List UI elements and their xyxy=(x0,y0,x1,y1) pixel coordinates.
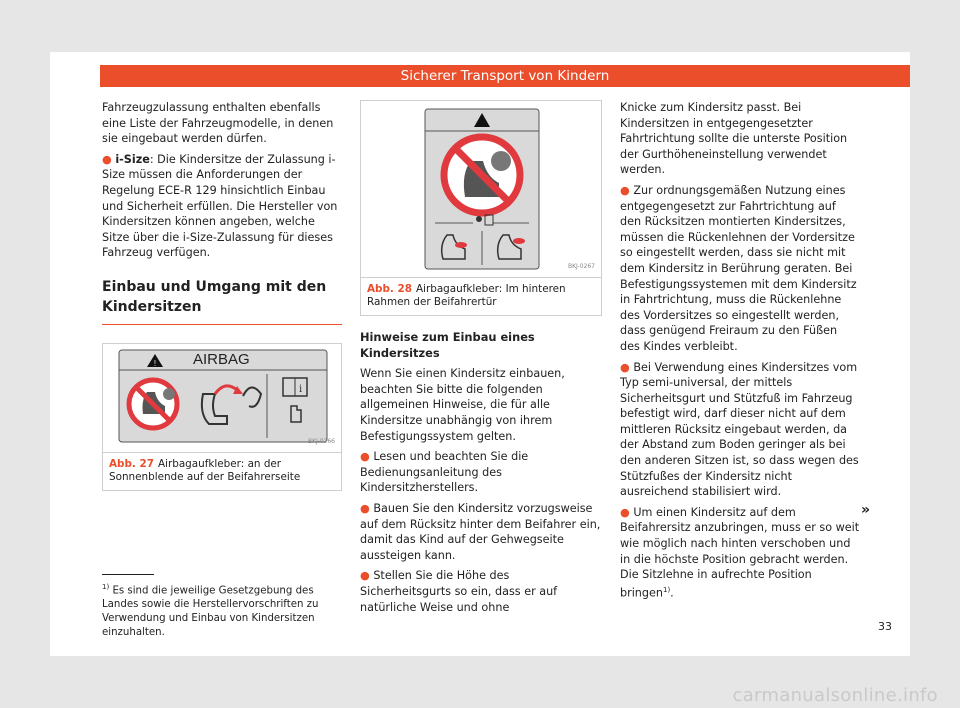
paragraph: Knicke zum Kindersitz passt. Bei Kindersitzen in entgegengesetzter Fahrtrichtung sollte die unterste Position der Gurthöheneinstellung verwendet werden. xyxy=(620,101,848,177)
bullet-item xyxy=(620,360,860,500)
bullet-text: : Die Kindersitze der Zulassung i-Size müssen die Anforderungen der Regelung ECE-R 129 hinsichtlich Einbau und Sicherheit erfüllen. Die Hersteller von Kindersitzen können angeben, welche Sitze über die i-Size-Zulassung für dieses Fahrzeug verfügen. xyxy=(102,152,338,260)
bullet-item xyxy=(620,505,860,601)
bullet-icon: ● xyxy=(360,569,374,583)
airbag-sticker-image xyxy=(103,344,341,452)
bullet-icon: ● xyxy=(620,360,634,374)
page-header: Sicherer Transport von Kindern xyxy=(100,65,910,87)
footnote xyxy=(102,580,342,640)
section-heading: Hinweise zum Einbau eines Kindersitzes xyxy=(360,330,535,360)
bullet-item xyxy=(360,568,602,615)
footnote-mark: 1) xyxy=(102,583,110,591)
section-heading: Einbau und Umgang mit den Kindersitzen xyxy=(102,277,342,325)
column-right xyxy=(620,100,860,606)
bullet-text: Bei Verwendung eines Kindersitzes vom Typ semi-universal, der mittels Sicherheitsgurt und Stützfuß im Fahrzeug befestigt wird, darf dieser nicht auf dem mittleren Rücksitz eingebaut werden, da der Abstand zum Boden geringer als bei den anderen Sitzen ist, so dass wegen des Stützfußes der Kindersitz nicht ausreichend stabilisiert wird. xyxy=(620,360,859,499)
column-middle xyxy=(360,100,602,620)
bullet-item xyxy=(620,183,860,355)
svg-text:i: i xyxy=(299,383,303,395)
bullet-term: i-Size xyxy=(115,152,150,166)
bullet-icon: ● xyxy=(360,450,374,464)
manual-page xyxy=(50,52,910,656)
footnote-divider xyxy=(102,574,154,575)
figure-number: Abb. 28 xyxy=(367,283,412,295)
caption-text: Airbagaufkleber: Im hinteren Rahmen der Beifahrertür xyxy=(367,283,566,308)
figure-27 xyxy=(102,343,342,491)
figure-caption xyxy=(361,277,601,315)
door-sticker-image xyxy=(361,101,601,277)
bullet-item xyxy=(102,152,342,261)
figure-number: Abb. 27 xyxy=(109,457,154,470)
airbag-label: AIRBAG xyxy=(193,350,250,368)
svg-text:!: ! xyxy=(153,358,157,368)
bullet-text: Um einen Kindersitz auf dem Beifahrersitz anzubringen, muss er so weit wie möglich nach hinten verschoben und in die höchste Position gebracht werden. Die Sitzlehne in aufrechte Position bringen xyxy=(620,505,860,600)
watermark: carmanualsonline.info xyxy=(732,685,938,706)
column-left xyxy=(102,100,342,491)
bullet-icon: ● xyxy=(102,152,116,166)
bullet-item xyxy=(360,449,602,496)
bullet-text: Lesen und beachten Sie die Bedienungsanleitung des Kindersitzherstellers. xyxy=(360,450,529,495)
page-number: 33 xyxy=(878,620,892,633)
continue-marker: » xyxy=(860,502,870,518)
bullet-text: Stellen Sie die Höhe des Sicherheitsgurts so ein, dass er auf natürliche Weise und ohne xyxy=(360,569,558,614)
footnote-text: Es sind die jeweilige Gesetzgebung des Landes sowie die Herstellervorschriften zu Verwendung und Einbau von Kindersitzen einzuhalten. xyxy=(102,585,319,639)
bullet-icon: ● xyxy=(360,501,374,515)
figure-caption xyxy=(103,452,341,490)
footnote-reference: 1) xyxy=(662,585,671,594)
paragraph: Fahrzeugzulassung enthalten ebenfalls eine Liste der Fahrzeugmodelle, in denen sie eingebaut werden dürfen. xyxy=(102,101,334,146)
bullet-icon: ● xyxy=(620,505,634,519)
bullet-item xyxy=(360,501,602,563)
figure-code: BKJ-0267 xyxy=(567,263,595,271)
bullet-text: Bauen Sie den Kindersitz vorzugsweise auf dem Rücksitz hinter dem Beifahrer ein, damit das Kind auf der Gehwegseite aussteigen kann. xyxy=(360,501,601,562)
bullet-text: Zur ordnungsgemäßen Nutzung eines entgegengesetzt zur Fahrtrichtung auf den Rücksitzen montierten Kindersitzes, müssen die Rückenlehnen der Vordersitze so eingestellt werden, dass sie nicht mit dem Kindersitz in Berührung geraten. Bei Befestigungssystemen mit dem Kindersitz in Fahrtrichtung, muss die Rückenlehne des Vordersitzes so eingestellt werden, dass genügend Freiraum zu den Füßen des Kindes verbleibt. xyxy=(620,183,857,353)
paragraph: Wenn Sie einen Kindersitz einbauen, beachten Sie bitte die folgenden allgemeinen Hinweise, die für alle Kindersitze unabhängig von ihrem Befestigungssystem gelten. xyxy=(360,367,565,443)
bullet-icon: ● xyxy=(620,183,634,197)
figure-code: BKJ-0266 xyxy=(307,438,335,446)
airbag-door-sticker-icon xyxy=(361,101,603,277)
bullet-end: . xyxy=(670,586,674,600)
caption-text: Airbagaufkleber: an der Sonnenblende auf der Beifahrerseite xyxy=(109,457,301,483)
figure-28 xyxy=(360,100,602,316)
